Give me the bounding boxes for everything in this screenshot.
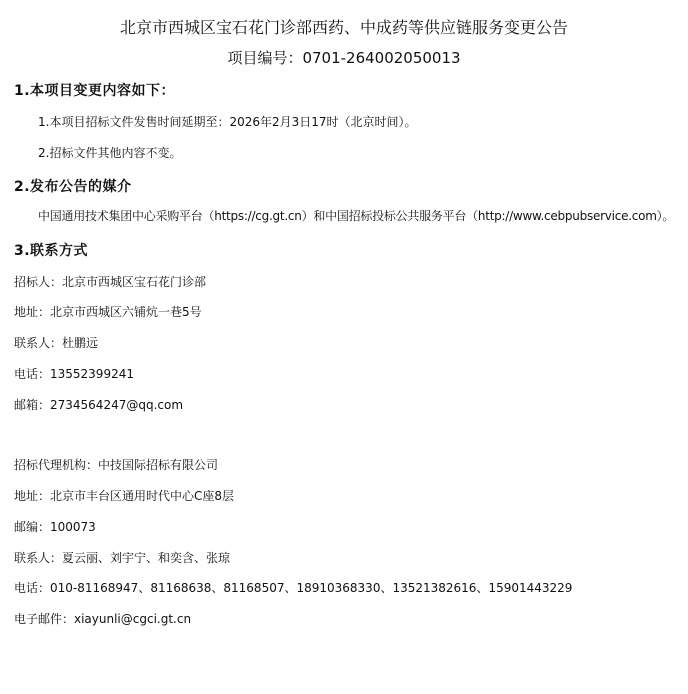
section-2-heading: 2.发布公告的媒介 [14,179,132,195]
agency-email: 电子邮件：xiayunli@cgci.gt.cn [14,612,192,626]
buyer-email: 邮箱：2734564247@qq.com [14,398,184,412]
buyer-phone: 电话：13552399241 [14,367,134,381]
buyer-contact: 联系人：杜鹏远 [14,336,99,350]
page-title: 北京市西城区宝石花门诊部西药、中成药等供应链服务变更公告 [119,18,568,37]
media-text: 中国通用技术集团中心采购平台（https://cg.gt.cn）和中国招标投标公共服务平台（http://www.cebpubservice.com）。 [38,209,675,223]
agency-address: 地址：北京市丰台区通用时代中心C座8层 [14,489,235,503]
change-item-1: 1.本项目招标文件发售时间延期至：2026年2月3日17时（北京时间）。 [38,115,417,129]
agency-postcode: 邮编：100073 [14,520,96,534]
buyer-name: 招标人：北京市西城区宝石花门诊部 [14,275,207,289]
section-1-heading: 1.本项目变更内容如下： [14,83,176,99]
project-number: 项目编号：0701-264002050013 [227,49,461,67]
buyer-address: 地址：北京市西城区六铺炕一巷5号 [14,305,202,319]
section-3-heading: 3.联系方式 [14,243,89,259]
agency-name: 招标代理机构：中技国际招标有限公司 [14,458,219,472]
change-item-2: 2.招标文件其他内容不变。 [38,146,182,160]
agency-phone: 电话：010-81168947、81168638、81168507、18910368330、13521382616、15901443229 [14,581,573,595]
agency-contact: 联系人：夏云丽、刘宇宁、和奕含、张琼 [14,551,231,565]
